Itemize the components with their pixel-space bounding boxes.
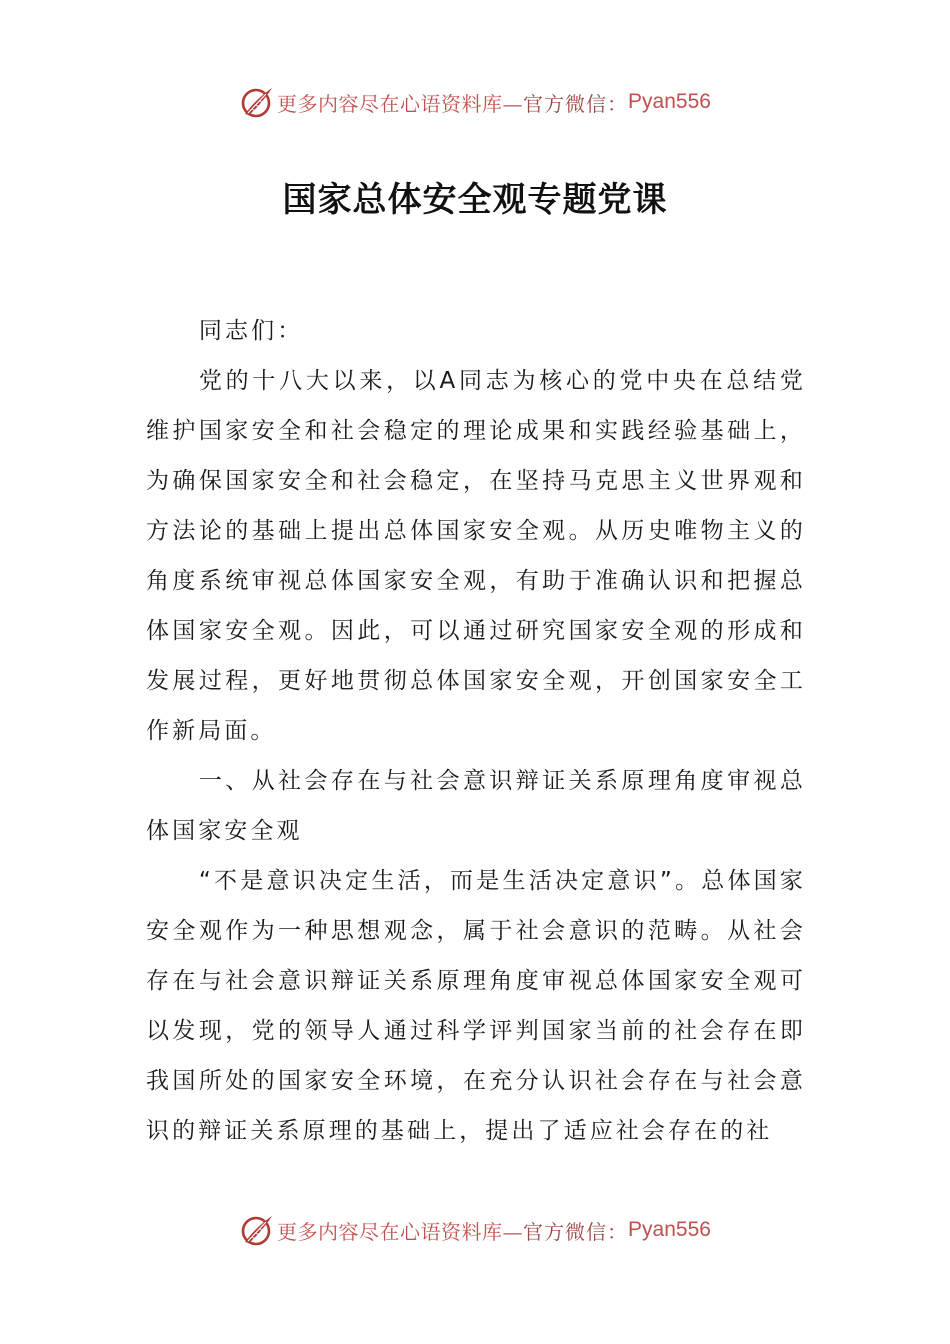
- watermark-text: 更多内容尽在心语资料库—: [277, 91, 524, 116]
- quill-logo-icon: [239, 84, 275, 120]
- watermark-text: 更多内容尽在心语资料库—: [277, 1219, 524, 1244]
- salutation-paragraph: 同志们：: [198, 318, 304, 344]
- watermark-wechat-label: 官方微信：: [523, 1219, 629, 1244]
- footer-watermark: [0, 1210, 950, 1250]
- intro-paragraph: 党的十八大以来，以A同志为核心的党中央在总结党维护国家安全和社会稳定的理论成果和实践经验基础上，为确保国家安全和社会稳定，在坚持马克思主义世界观和方法论的基础上提出总体国家安全观。从历史唯物主义的角度系统审视总体国家安全观，有助于准确认识和把握总体国家安全观。因此，可以通过研究国家安全观的形成和发展过程，更好地贯彻总体国家安全观，开创国家安全工作新局面。: [146, 368, 806, 744]
- document-body: [146, 306, 806, 1156]
- header-watermark: [0, 82, 950, 122]
- document-title: 国家总体安全观专题党课: [282, 180, 668, 220]
- section-1-paragraph: “不是意识决定生活，而是生活决定意识”。总体国家安全观作为一种思想观念，属于社会意识的范畴。从社会存在与社会意识辩证关系原理角度审视总体国家安全观可以发现，党的领导人通过科学评判国家当前的社会存在即我国所处的国家安全环境，在充分认识社会存在与社会意识的辩证关系原理的基础上，提出了适应社会存在的社: [146, 868, 806, 1144]
- quill-logo-icon: [239, 1212, 275, 1248]
- watermark-wechat-label: 官方微信：: [523, 91, 629, 116]
- section-heading-1: 一、从社会存在与社会意识辩证关系原理角度审视总体国家安全观: [146, 768, 806, 844]
- watermark-wechat-id: Pyan556: [628, 1218, 711, 1241]
- watermark-wechat-id: Pyan556: [628, 90, 711, 113]
